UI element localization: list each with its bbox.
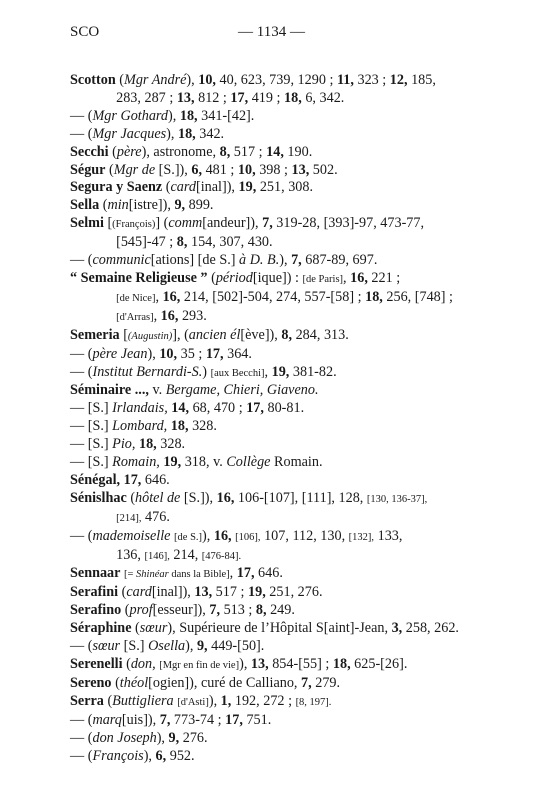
index-entry-line: — [S.] Romain, 19, 318, v. Collège Romain. <box>70 454 323 471</box>
index-entry-line: Selmi [(François)] (comm[andeur]), 7, 319-28, [393]-97, 473-77, <box>70 215 425 232</box>
index-entry-line: Segura y Saenz (card[inal]), 19, 251, 308. <box>70 179 314 196</box>
index-entry-line: — (père Jean), 10, 35 ; 17, 364. <box>70 345 252 362</box>
index-entry-line: — [S.] Lombard, 18, 328. <box>70 418 217 435</box>
index-entry-line: — (Mgr Jacques), 18, 342. <box>70 125 225 142</box>
index-entry-line: Sénislhac (hôtel de [S.]), 16, 106-[107], [111], 128, [130, 136-37], <box>70 489 428 506</box>
index-entry-line: — (sœur [S.] Osella), 9, 449-[50]. <box>70 638 265 655</box>
index-entries <box>70 72 510 765</box>
index-entry-line: Sereno (théol[ogien]), curé de Calliano, 7, 279. <box>70 674 341 691</box>
index-entry-line: Sénégal, 17, 646. <box>70 471 170 488</box>
page-number: — 1134 — <box>238 24 305 40</box>
index-entry-line: — (François), 6, 952. <box>70 747 195 764</box>
index-entry-line: — (don Joseph), 9, 276. <box>70 729 208 746</box>
index-entry-line: [545]-47 ; 8, 154, 307, 430. <box>70 234 273 251</box>
index-entry-line: — (Institut Bernardi-S.) [aux Becchi], 19, 381-82. <box>70 363 337 380</box>
index-entry-line: Secchi (père), astronome, 8, 517 ; 14, 190. <box>70 143 313 160</box>
index-entry-line: — (mademoiselle [de S.]), 16, [106], 107, 112, 130, [132], 133, <box>70 527 403 544</box>
index-entry-line: 283, 287 ; 13, 812 ; 17, 419 ; 18, 6, 342. <box>70 89 345 106</box>
index-entry-line: [de Nice], 16, 214, [502]-504, 274, 557-[58] ; 18, 256, [748] ; <box>116 288 453 305</box>
index-entry-line: Sella (min[istre]), 9, 899. <box>70 197 214 214</box>
index-entry-line: Serra (Buttigliera [d'Asti]), 1, 192, 272 ; [8, 197]. <box>70 692 332 709</box>
index-entry-line: Ségur (Mgr de [S.]), 6, 481 ; 10, 398 ; 13, 502. <box>70 161 338 178</box>
index-entry-line: Sennaar [= Shinéar dans la Bible], 17, 646. <box>70 565 283 582</box>
running-header <box>0 24 534 44</box>
index-entry-line: “ Semaine Religieuse ” (périod[ique]) : [de Paris], 16, 221 ; <box>70 269 401 286</box>
index-entry-line: Serenelli (don, [Mgr en fin de vie]), 13, 854-[55] ; 18, 625-[26]. <box>70 656 408 672</box>
index-entry-line: — (communic[ations] [de S.] à D. B.), 7, 687-89, 697. <box>70 252 378 269</box>
index-entry-line: 136, [146], 214, [476-84]. <box>70 546 242 563</box>
index-entry-line: Serafino (prof[esseur]), 7, 513 ; 8, 249. <box>70 602 295 619</box>
index-entry-line: — [S.] Pio, 18, 328. <box>70 436 186 453</box>
index-entry-line: Semeria [(Augustin)], (ancien él[ève]), 8, 284, 313. <box>70 326 349 343</box>
index-entry-line: — [S.] Irlandais, 14, 68, 470 ; 17, 80-81. <box>70 400 305 417</box>
index-entry-line: — (marq[uis]), 7, 773-74 ; 17, 751. <box>70 711 272 728</box>
index-entry-line: Scotton (Mgr André), 10, 40, 623, 739, 1290 ; 11, 323 ; 12, 185, <box>70 72 436 88</box>
index-entry-line: Séraphine (sœur), Supérieure de l’Hôpital S[aint]-Jean, 3, 258, 262. <box>70 620 459 637</box>
index-entry-line: — (Mgr Gothard), 18, 341-[42]. <box>70 107 255 124</box>
index-entry-line: [d'Arras], 16, 293. <box>116 307 207 324</box>
index-entry-line: [214], 476. <box>116 508 170 525</box>
index-entry-line: Serafini (card[inal]), 13, 517 ; 19, 251, 276. <box>70 584 323 601</box>
section-label: SCO <box>70 24 100 40</box>
index-entry-line: Séminaire ..., v. Bergame, Chieri, Giaveno. <box>70 382 319 399</box>
